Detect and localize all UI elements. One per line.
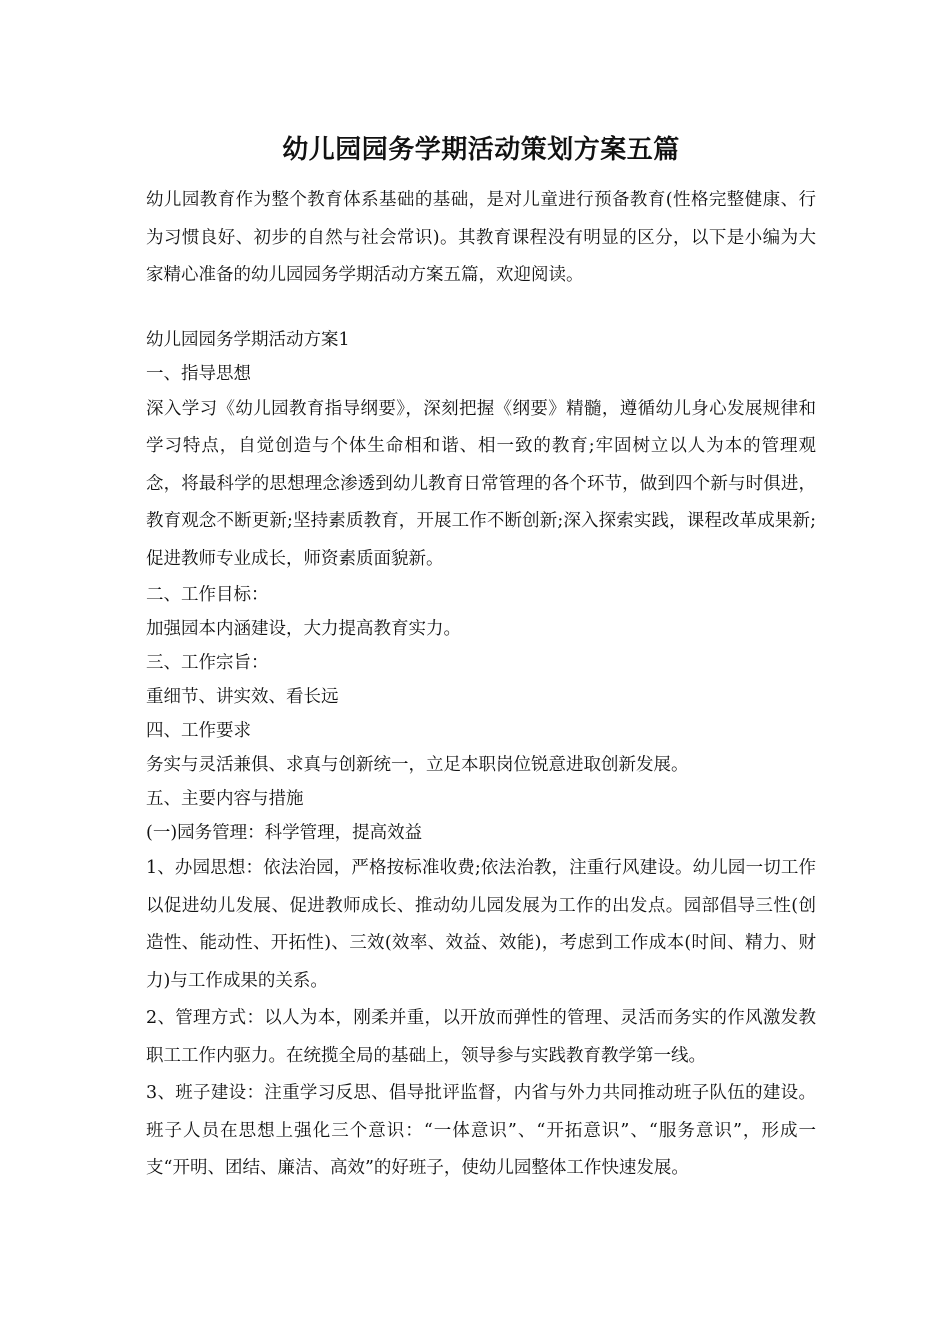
body-paragraph: 2、管理方式：以人为本，刚柔并重，以开放而弹性的管理、灵活而务实的作风激发教职工工作内驱力。在统揽全局的基础上，领导参与实践教育教学第一线。 <box>146 1008 816 1066</box>
section-heading: 一、指导思想 <box>146 363 251 384</box>
section-heading: 五、主要内容与措施 <box>146 789 304 809</box>
body-paragraph: 重细节、讲实效、看长远 <box>146 687 339 707</box>
intro-paragraph: 幼儿园教育作为整个教育体系基础的基础，是对儿童进行预备教育(性格完整健康、行为习惯良好、初步的自然与社会常识)。其教育课程没有明显的区分，以下是小编为大家精心准备的幼儿园园务学期活动方案五篇，欢迎阅读。 <box>146 190 816 285</box>
section-heading: 三、工作宗旨： <box>146 653 269 673</box>
plan-heading: 幼儿园园务学期活动方案1 <box>146 329 350 350</box>
body-paragraph: 3、班子建设：注重学习反思、倡导批评监督，内省与外力共同推动班子队伍的建设。班子人员在思想上强化三个意识：“一体意识”、“开拓意识”、“服务意识”，形成一支“开明、团结、廉洁、高效”的好班子，使幼儿园整体工作快速发展。 <box>146 1083 816 1178</box>
subsection-heading: (一)园务管理：科学管理，提高效益 <box>146 823 423 843</box>
body-paragraph: 加强园本内涵建设，大力提高教育实力。 <box>146 619 461 639</box>
section-heading: 二、工作目标： <box>146 585 269 605</box>
document-page <box>146 128 816 1188</box>
body-paragraph: 深入学习《幼儿园教育指导纲要》，深刻把握《纲要》精髓，遵循幼儿身心发展规律和学习特点，自觉创造与个体生命相和谐、相一致的教育;牢固树立以人为本的管理观念，将最科学的思想理念渗透到幼儿教育日常管理的各个环节，做到四个新与时俱进，教育观念不断更新;坚持素质教育，开展工作不断创新;深入探索实践，课程改革成果新;促进教师专业成长，师资素质面貌新。 <box>146 398 816 569</box>
section-heading: 四、工作要求 <box>146 721 251 741</box>
document-title: 幼儿园园务学期活动策划方案五篇 <box>282 135 680 165</box>
body-paragraph: 务实与灵活兼俱、求真与创新统一，立足本职岗位锐意进取创新发展。 <box>146 755 689 775</box>
body-paragraph: 1、办园思想：依法治园，严格按标准收费;依法治教，注重行风建设。幼儿园一切工作以促进幼儿发展、促进教师成长、推动幼儿园发展为工作的出发点。园部倡导三性(创造性、能动性、开拓性)、三效(效率、效益、效能)，考虑到工作成本(时间、精力、财力)与工作成果的关系。 <box>146 858 816 991</box>
